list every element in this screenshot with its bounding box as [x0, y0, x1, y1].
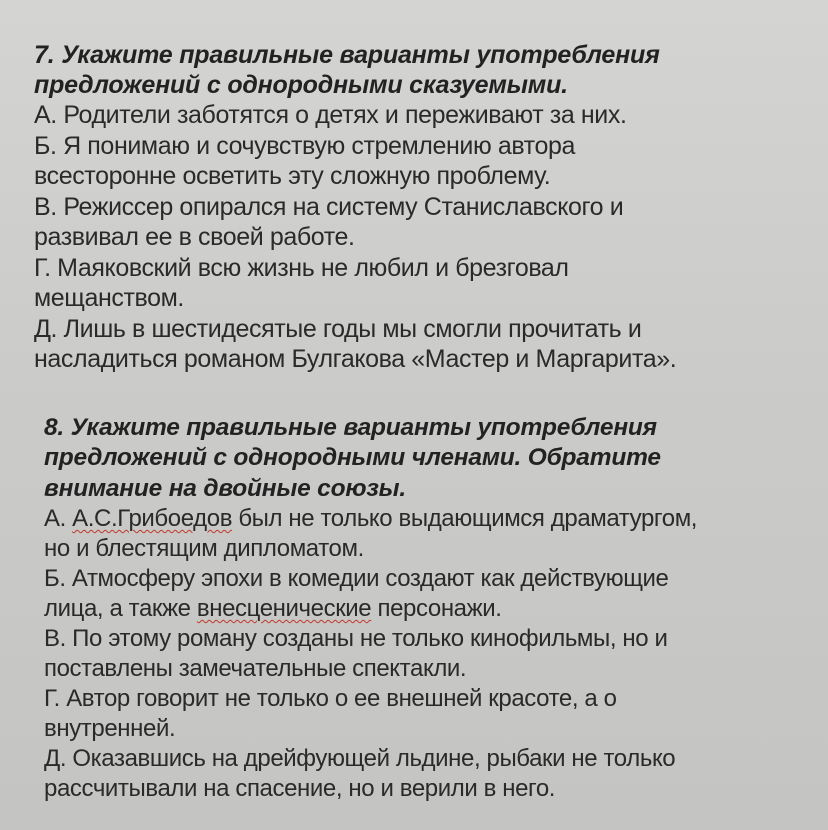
question-7-heading-line-2: предложений с однородными сказуемыми. [34, 71, 568, 99]
question-7-option-b-continued: всесторонне осветить эту сложную проблему. [34, 162, 551, 190]
question-8-heading-line-2: предложений с однородными членами. Обратите [44, 444, 661, 471]
question-8-heading-line-1: 8. Укажите правильные варианты употребления [44, 413, 657, 441]
question-8-option-v-continued: поставлены замечательные спектакли. [44, 655, 467, 682]
spellcheck-underlined-word: внесценические [196, 595, 372, 622]
question-8-option-b-continued [44, 594, 814, 624]
question-8-option-b: Б. Атмосферу эпохи в комедии создают как действующие [44, 565, 669, 592]
option-b-prefix: лица, а также [44, 595, 197, 622]
question-8-heading-line-3: внимание на двойные союзы. [44, 474, 406, 502]
question-7-option-b: Б. Я понимаю и сочувствую стремлению автора [34, 131, 575, 160]
question-8-option-d: Д. Оказавшись на дрейфующей льдине, рыбаки не только [44, 745, 676, 772]
question-7-heading-line-1: 7. Укажите правильные варианты употребления [34, 41, 660, 69]
worksheet [34, 40, 814, 804]
question-8-option-g-continued: внутренней. [44, 715, 176, 742]
question-8 [34, 413, 814, 805]
question-7-option-g: Г. Маяковский всю жизнь не любил и брезговал [34, 253, 569, 282]
spellcheck-underlined-name: А.С.Грибоедов [72, 505, 233, 532]
question-8-option-a [44, 504, 814, 534]
question-7-option-d-continued: насладиться романом Булгакова «Мастер и Маргарита». [34, 345, 677, 373]
question-7-option-a: А. Родители заботятся о детях и переживают за них. [34, 101, 627, 129]
question-8-option-g: Г. Автор говорит не только о ее внешней красоте, а о [44, 685, 617, 712]
option-b-rest: персонажи. [371, 595, 502, 622]
question-8-option-d-continued: рассчитывали на спасение, но и верили в него. [44, 775, 556, 802]
question-7 [34, 40, 814, 375]
option-a-prefix: А. [44, 505, 73, 532]
question-7-option-v-continued: развивал ее в своей работе. [34, 223, 355, 251]
question-8-option-a-continued: но и блестящим дипломатом. [44, 535, 364, 562]
question-7-option-g-continued: мещанством. [34, 284, 184, 312]
option-a-rest: был не только выдающимся драматургом, [232, 505, 698, 532]
question-7-option-d: Д. Лишь в шестидесятые годы мы смогли прочитать и [34, 314, 642, 343]
question-8-option-v: В. По этому роману созданы не только кинофильмы, но и [44, 625, 668, 652]
question-7-option-v: В. Режиссер опирался на систему Станиславского и [34, 192, 624, 221]
